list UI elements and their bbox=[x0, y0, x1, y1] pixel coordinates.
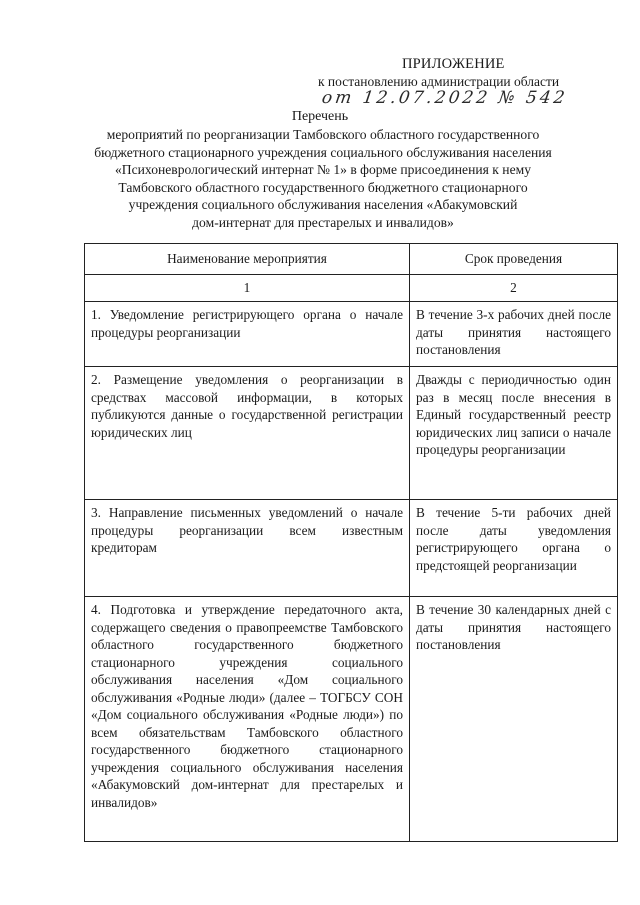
measure-term: В течение 5-ти рабочих дней после даты уведомления регистрирующего органа о предстоящей реорганизации bbox=[410, 500, 618, 597]
document-title: Перечень bbox=[291, 109, 349, 124]
measure-name: 1. Уведомление регистрирующего органа о начале процедуры реорганизации bbox=[85, 302, 410, 367]
measure-term: В течение 30 календарных дней с даты принятия настоящего постановления bbox=[410, 597, 618, 842]
appendix-title: ПРИЛОЖЕНИЕ bbox=[402, 56, 505, 72]
measures-table bbox=[84, 243, 618, 842]
appendix-subtitle: к постановлению администрации области bbox=[318, 74, 560, 89]
measure-name: 4. Подготовка и утверждение передаточного акта, содержащего сведения о правопреемстве Тамбовского областного государственного бюджетного стационарного учреждения социального обслуживания населения «Дом социального обслуживания «Родные люди» (далее – ТОГБСУ СОН «Дом социального обслуживания «Родные люди») по всем обязательствам Тамбовского областного государственного бюджетного стационарного учреждения социального обслуживания населения «Абакумовский дом-интернат для престарелых и инвалидов» bbox=[85, 597, 410, 842]
description-line: бюджетного стационарного учреждения социального обслуживания населения bbox=[94, 144, 552, 160]
table-row bbox=[85, 367, 618, 500]
document-description bbox=[60, 126, 586, 231]
description-line: дом-интернат для престарелых и инвалидов» bbox=[192, 214, 454, 230]
description-line: мероприятий по реорганизации Тамбовского областного государственного bbox=[106, 127, 540, 142]
header-measure-name: Наименование мероприятия bbox=[85, 244, 410, 275]
column-number: 2 bbox=[410, 275, 618, 302]
table-row bbox=[85, 302, 618, 367]
table-row bbox=[85, 597, 618, 842]
table-header-row bbox=[85, 244, 618, 275]
table-number-row bbox=[85, 275, 618, 302]
description-line: «Психоневрологический интернат № 1» в форме присоединения к нему bbox=[115, 162, 531, 177]
description-line: Тамбовского областного государственного бюджетного стационарного bbox=[118, 179, 528, 195]
measure-term: В течение 3-х рабочих дней после даты принятия настоящего постановления bbox=[410, 302, 618, 367]
handwritten-date-number: от 12.07.2022 № 542 bbox=[320, 88, 569, 108]
description-line: учреждения социального обслуживания населения «Абакумовский bbox=[128, 197, 518, 212]
header-term: Срок проведения bbox=[410, 244, 618, 275]
measure-name: 2. Размещение уведомления о реорганизации в средствах массовой информации, в которых публикуются данные о государственной регистрации юридических лиц bbox=[85, 367, 410, 500]
measure-term: Дважды с периодичностью один раз в месяц после внесения в Единый государственный реестр юридических лиц записи о начале процедуры реорганизации bbox=[410, 367, 618, 500]
measure-name: 3. Направление письменных уведомлений о начале процедуры реорганизации всем известным кредиторам bbox=[85, 500, 410, 597]
column-number: 1 bbox=[85, 275, 410, 302]
table-row bbox=[85, 500, 618, 597]
